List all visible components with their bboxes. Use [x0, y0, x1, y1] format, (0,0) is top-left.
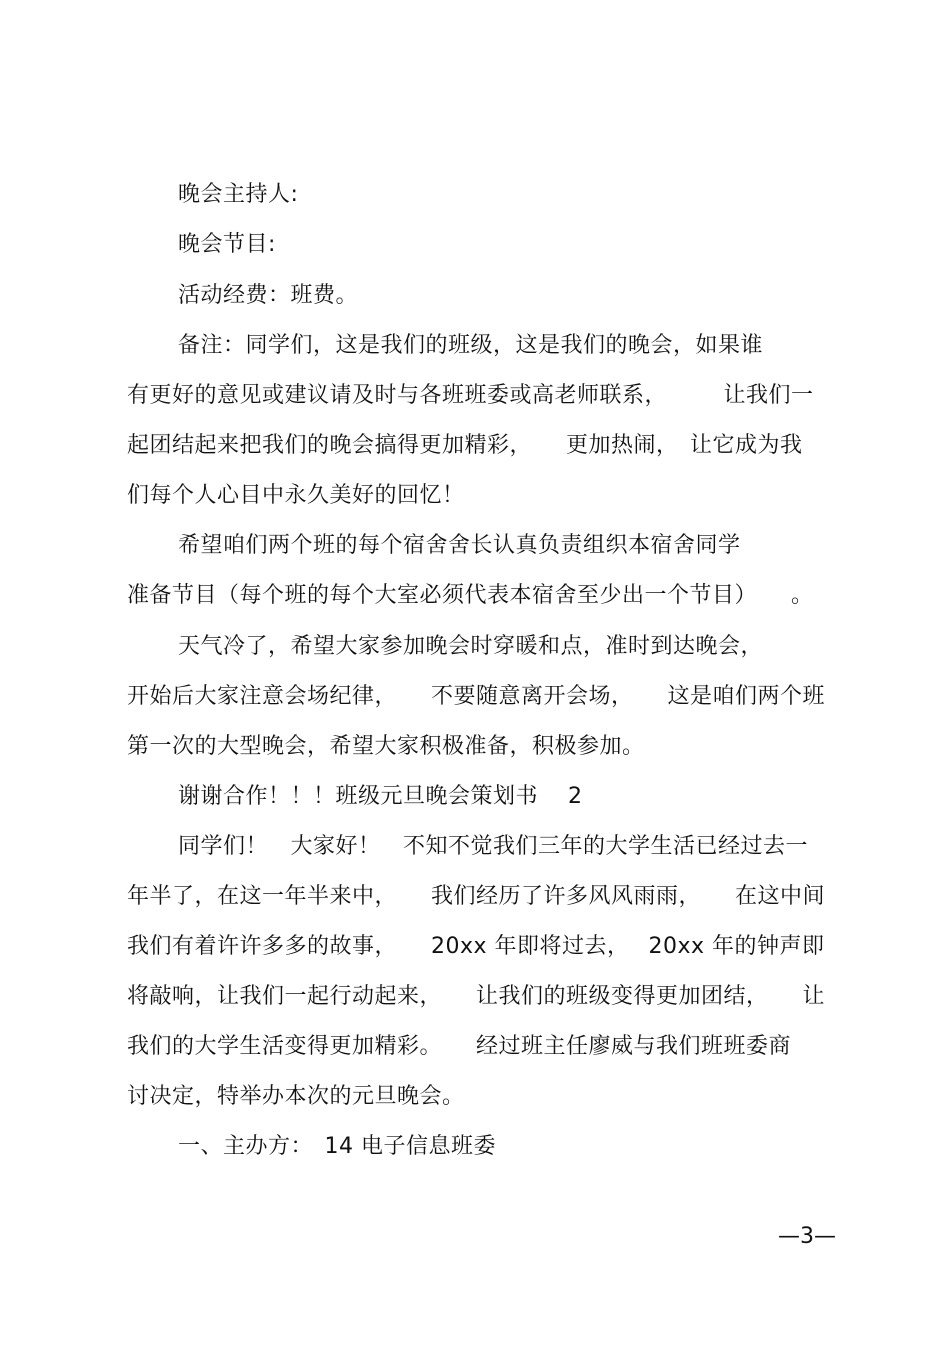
dorm-paragraph-line: 准备节目（每个班的每个大室必须代表本宿舍至少出一个节目） 。 — [127, 583, 814, 608]
page-number: —3— — [778, 1224, 836, 1249]
host-line: 晚会主持人: — [178, 182, 299, 207]
program-line: 晚会节目: — [178, 232, 276, 257]
weather-paragraph-line: 第一次的大型晚会，希望大家积极准备，积极参加。 — [127, 734, 645, 759]
thanks-title-line: 谢谢合作！！！班级元旦晚会策划书 2 — [178, 784, 583, 809]
dorm-paragraph-line: 希望咱们两个班的每个宿舍舍长认真负责组织本宿舍同学 — [178, 533, 741, 558]
intro-paragraph-line: 讨决定，特举办本次的元旦晚会。 — [127, 1084, 465, 1109]
budget-line: 活动经费：班费。 — [178, 283, 359, 308]
intro-paragraph-line: 我们有着许许多多的故事， 20xx 年即将过去， 20xx 年的钟声即 — [127, 934, 825, 959]
intro-paragraph-line: 同学们！ 大家好！ 不知不觉我们三年的大学生活已经过去一 — [178, 834, 809, 859]
note-paragraph-line: 有更好的意见或建议请及时与各班班委或高老师联系， 让我们一 — [127, 383, 814, 408]
organizer-line: 一、主办方： 14 电子信息班委 — [178, 1134, 496, 1159]
note-paragraph-line: 备注：同学们，这是我们的班级，这是我们的晚会，如果谁 — [178, 333, 764, 358]
note-paragraph-line: 们每个人心目中永久美好的回忆！ — [127, 483, 465, 508]
intro-paragraph-line: 我们的大学生活变得更加精彩。 经过班主任廖威与我们班班委商 — [127, 1034, 792, 1059]
weather-paragraph-line: 天气冷了，希望大家参加晚会时穿暖和点，准时到达晚会， — [178, 634, 764, 659]
intro-paragraph-line: 将敲响，让我们一起行动起来， 让我们的班级变得更加团结， 让 — [127, 984, 826, 1009]
weather-paragraph-line: 开始后大家注意会场纪律， 不要随意离开会场， 这是咱们两个班 — [127, 684, 826, 709]
note-paragraph-line: 起团结起来把我们的晚会搞得更加精彩， 更加热闹， 让它成为我 — [127, 433, 803, 458]
intro-paragraph-line: 年半了，在这一年半来中， 我们经历了许多风风雨雨， 在这中间 — [127, 884, 826, 909]
